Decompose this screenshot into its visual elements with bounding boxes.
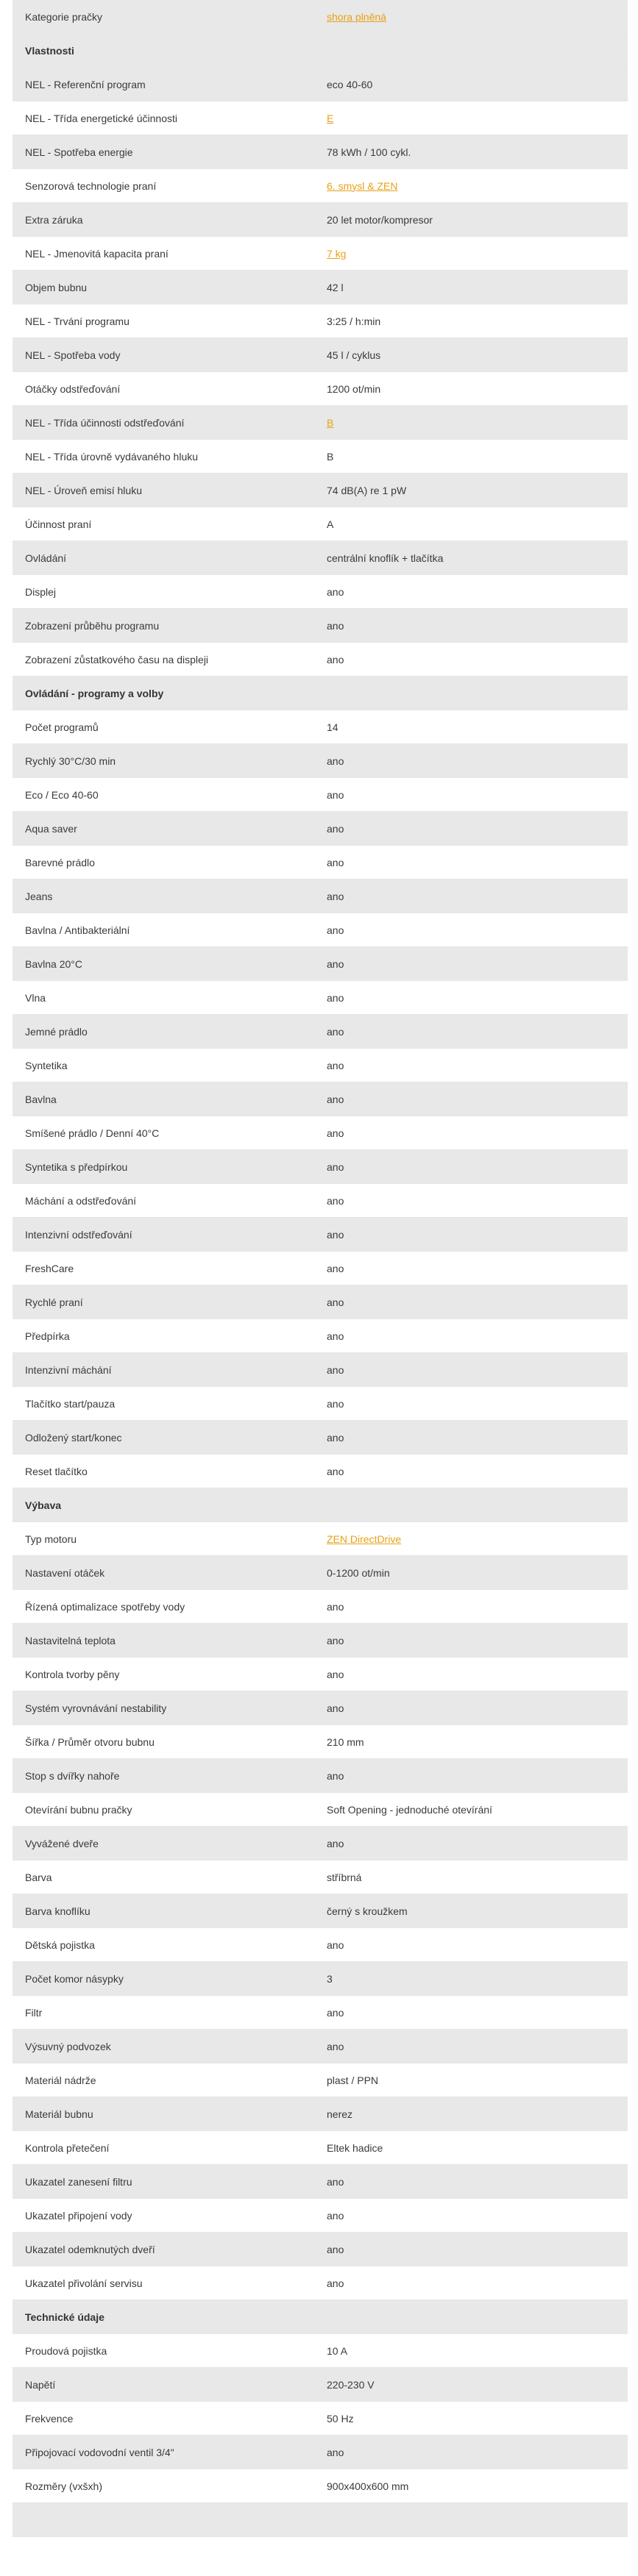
spec-row [13, 1049, 628, 1082]
spec-label: NEL - Trvání programu [25, 315, 130, 327]
spec-row [13, 1353, 628, 1387]
spec-label: NEL - Třída účinnosti odstřeďování [25, 416, 185, 429]
spec-label: Vlna [25, 991, 46, 1004]
spec-value: A [327, 518, 334, 530]
spec-row [13, 1082, 628, 1116]
spec-row [13, 1894, 628, 1928]
spec-label: NEL - Spotřeba energie [25, 146, 133, 158]
section-title: Výbava [25, 1499, 62, 1511]
spec-row [13, 744, 628, 778]
spec-label: Dětská pojistka [25, 1938, 95, 1951]
spec-row [13, 2436, 628, 2469]
spec-row [13, 812, 628, 846]
spec-row [13, 1827, 628, 1860]
spec-row [13, 406, 628, 440]
spec-row [13, 2233, 628, 2266]
spec-label: Kontrola přetečení [25, 2141, 110, 2154]
spec-label: Vyvážené dveře [25, 1837, 99, 1849]
spec-label: Ukazatel zanesení filtru [25, 2175, 132, 2188]
spec-value-link[interactable]: 6. smysl & ZEN [327, 179, 398, 192]
spec-value-link[interactable]: E [327, 112, 334, 124]
spec-label: NEL - Třída energetické účinnosti [25, 112, 177, 124]
spec-row [13, 913, 628, 947]
spec-value: centrální knoflík + tlačítka [327, 552, 444, 564]
section-title: Vlastnosti [25, 44, 74, 57]
spec-row [13, 1996, 628, 2030]
spec-row [13, 135, 628, 169]
spec-label: Frekvence [25, 2412, 74, 2425]
spec-row [13, 169, 628, 203]
spec-label: Řízená optimalizace spotřeby vody [25, 1600, 185, 1613]
spec-value: 3 [327, 1972, 333, 1985]
spec-row [13, 710, 628, 744]
spec-label: Jemné prádlo [25, 1025, 88, 1038]
spec-label: Materiál nádrže [25, 2074, 96, 2086]
spec-value: 20 let motor/kompresor [327, 213, 433, 226]
spec-value: 0-1200 ot/min [327, 1566, 390, 1579]
spec-row [13, 2368, 628, 2402]
spec-value: ano [327, 1600, 344, 1613]
spec-row [13, 2063, 628, 2097]
spec-label: Bavlna [25, 1093, 57, 1105]
spec-value: ano [327, 1059, 344, 1071]
spec-row [13, 1252, 628, 1285]
spec-label: Ukazatel přivolání servisu [25, 2277, 143, 2289]
spec-row [13, 1759, 628, 1793]
spec-row [13, 1962, 628, 1996]
spec-row [13, 372, 628, 406]
spec-value: 220-230 V [327, 2378, 375, 2391]
spec-label: Intenzivní máchání [25, 1363, 112, 1376]
spec-label: Materiál bubnu [25, 2108, 93, 2120]
spec-label: NEL - Jmenovitá kapacita praní [25, 247, 169, 260]
spec-label: Objem bubnu [25, 281, 88, 293]
spec-label: Barva knoflíku [25, 1905, 91, 1917]
spec-row [13, 507, 628, 541]
spec-label: Eco / Eco 40-60 [25, 788, 99, 801]
spec-label: Aqua saver [25, 822, 77, 835]
spec-label: Ukazatel odemknutých dveří [25, 2243, 155, 2255]
spec-value: Soft Opening - jednoduché otevírání [327, 1803, 492, 1816]
spec-row [13, 643, 628, 677]
spec-value: ano [327, 1194, 344, 1207]
spec-row [13, 474, 628, 507]
spec-value: ano [327, 2040, 344, 2052]
spec-row [13, 1184, 628, 1218]
spec-row [13, 1624, 628, 1658]
spec-label: Displej [25, 585, 57, 598]
spec-label: NEL - Třída úrovně vydávaného hluku [25, 450, 199, 463]
spec-row [13, 2469, 628, 2503]
spec-value: ano [327, 957, 344, 970]
spec-row [13, 1928, 628, 1962]
spec-value: ano [327, 856, 344, 868]
spec-value: ano [327, 788, 344, 801]
spec-row [13, 2165, 628, 2199]
spec-value-link[interactable]: shora plněná [327, 10, 386, 23]
spec-row [13, 2402, 628, 2436]
spec-label: Ukazatel připojení vody [25, 2209, 132, 2222]
spec-row [13, 1522, 628, 1556]
spec-row [13, 2097, 628, 2131]
spec-label: Připojovací vodovodní ventil 3/4" [25, 2446, 174, 2458]
spec-label: FreshCare [25, 1262, 74, 1274]
spec-label: Zobrazení zůstatkového času na displeji [25, 653, 209, 666]
spec-row [13, 2266, 628, 2300]
spec-value: Eltek hadice [327, 2141, 383, 2154]
spec-value: ano [327, 2277, 344, 2289]
spec-value: stříbrná [327, 1871, 362, 1883]
spec-row [13, 981, 628, 1015]
spec-row [13, 541, 628, 575]
spec-value: ano [327, 1431, 344, 1444]
spec-value: ano [327, 2243, 344, 2255]
spec-label: Barevné prádlo [25, 856, 95, 868]
spec-label: Máchání a odstřeďování [25, 1194, 137, 1207]
spec-value: ano [327, 2006, 344, 2019]
spec-value: ano [327, 754, 344, 767]
spec-row [13, 1455, 628, 1488]
spec-value: ano [327, 822, 344, 835]
spec-value: 210 mm [327, 1735, 364, 1748]
spec-row [13, 778, 628, 812]
spec-value: ano [327, 619, 344, 632]
spec-value: ano [327, 1668, 344, 1680]
spec-value: B [327, 450, 334, 463]
spec-label: Bavlna 20°C [25, 957, 82, 970]
spec-value: ano [327, 1837, 344, 1849]
spec-row [13, 846, 628, 880]
spec-value: ano [327, 1160, 344, 1173]
spec-label: Jeans [25, 890, 53, 902]
spec-row [13, 1218, 628, 1252]
spec-label: Výsuvný podvozek [25, 2040, 111, 2052]
spec-row [13, 440, 628, 474]
spec-value: ano [327, 1702, 344, 1714]
spec-label: Napětí [25, 2378, 56, 2391]
spec-value: ano [327, 890, 344, 902]
spec-label: Otevírání bubnu pračky [25, 1803, 132, 1816]
spec-label: Nastavení otáček [25, 1566, 105, 1579]
spec-label: Bavlna / Antibakteriální [25, 924, 130, 936]
spec-value: 74 dB(A) re 1 pW [327, 484, 407, 496]
spec-row [13, 338, 628, 372]
spec-row [13, 68, 628, 101]
spec-label: Počet komor násypky [25, 1972, 124, 1985]
spec-row [13, 2131, 628, 2165]
spec-value: plast / PPN [327, 2074, 379, 2086]
spec-row [13, 1150, 628, 1184]
spec-value: 45 l / cyklus [327, 349, 381, 361]
spec-row [13, 1319, 628, 1353]
spec-label: NEL - Spotřeba vody [25, 349, 121, 361]
spec-row [13, 1793, 628, 1827]
spec-row [13, 1015, 628, 1049]
spec-value: ano [327, 1938, 344, 1951]
spec-value: 42 l [327, 281, 344, 293]
spec-label: Systém vyrovnávání nestability [25, 1702, 167, 1714]
spec-value: 50 Hz [327, 2412, 354, 2425]
spec-value: ano [327, 1634, 344, 1646]
spec-value: ano [327, 1093, 344, 1105]
spec-value-link[interactable]: 7 kg [327, 247, 347, 260]
spec-label: Počet programů [25, 721, 99, 733]
spec-label: Otáčky odstřeďování [25, 382, 121, 395]
spec-label: Stop s dvířky nahoře [25, 1769, 120, 1782]
spec-label: Senzorová technologie praní [25, 179, 157, 192]
spec-row [13, 1590, 628, 1624]
spec-value: ano [327, 1127, 344, 1139]
spec-label: Zobrazení průběhu programu [25, 619, 160, 632]
section-header [13, 34, 628, 68]
spec-label: Intenzivní odstřeďování [25, 1228, 132, 1241]
spec-value: 78 kWh / 100 cykl. [327, 146, 411, 158]
spec-value: 3:25 / h:min [327, 315, 381, 327]
spec-value: ano [327, 1330, 344, 1342]
spec-value: ano [327, 1228, 344, 1241]
spec-label: Typ motoru [25, 1533, 77, 1545]
spec-value: nerez [327, 2108, 353, 2120]
spec-label: Nastavitelná teplota [25, 1634, 116, 1646]
spec-value: ano [327, 1363, 344, 1376]
spec-label: Rozměry (vxšxh) [25, 2480, 103, 2492]
spec-value: 10 A [327, 2344, 348, 2357]
spec-row [13, 304, 628, 338]
spec-row [13, 947, 628, 981]
spec-label: Reset tlačítko [25, 1465, 88, 1477]
spec-value: ano [327, 585, 344, 598]
spec-value: ano [327, 2175, 344, 2188]
spec-row [13, 2199, 628, 2233]
spec-label: Předpírka [25, 1330, 70, 1342]
spec-value: ano [327, 1397, 344, 1410]
spec-row [13, 237, 628, 271]
spec-value: ano [327, 653, 344, 666]
spec-label: NEL - Úroveň emisí hluku [25, 484, 142, 496]
spec-label: Šířka / Průměr otvoru bubnu [25, 1735, 155, 1748]
spec-value: ano [327, 1296, 344, 1308]
spec-row [13, 1691, 628, 1725]
spec-row [13, 1860, 628, 1894]
spec-label: Filtr [25, 2006, 43, 2019]
spec-label: Ovládání [25, 552, 67, 564]
spec-row [13, 1285, 628, 1319]
spec-label: Rychlý 30°C/30 min [25, 754, 116, 767]
section-header [13, 677, 628, 710]
spec-row [13, 609, 628, 643]
spec-label: Extra záruka [25, 213, 83, 226]
spec-value: 900x400x600 mm [327, 2480, 409, 2492]
spec-row [13, 1421, 628, 1455]
spec-value: ano [327, 924, 344, 936]
spec-value: ano [327, 1262, 344, 1274]
spec-row [13, 203, 628, 237]
spec-row [13, 575, 628, 609]
spec-row [13, 0, 628, 34]
spec-label: Syntetika [25, 1059, 68, 1071]
section-header [13, 2300, 628, 2334]
spec-value: ano [327, 1465, 344, 1477]
spec-label: Proudová pojistka [25, 2344, 107, 2357]
spec-value: černý s kroužkem [327, 1905, 408, 1917]
spec-row [13, 1556, 628, 1590]
spec-label: Rychlé praní [25, 1296, 83, 1308]
spec-row [13, 2503, 628, 2537]
spec-row [13, 1116, 628, 1150]
section-title: Technické údaje [25, 2311, 104, 2323]
spec-value-link[interactable]: ZEN DirectDrive [327, 1533, 402, 1545]
spec-label: Odložený start/konec [25, 1431, 122, 1444]
section-title: Ovládání - programy a volby [25, 687, 164, 699]
spec-label: Barva [25, 1871, 52, 1883]
spec-label: Syntetika s předpírkou [25, 1160, 128, 1173]
spec-label: Tlačítko start/pauza [25, 1397, 116, 1410]
spec-row [13, 271, 628, 304]
spec-label: Kontrola tvorby pěny [25, 1668, 120, 1680]
spec-row [13, 1725, 628, 1759]
spec-value: ano [327, 991, 344, 1004]
spec-row [13, 101, 628, 135]
spec-value: eco 40-60 [327, 78, 373, 90]
spec-label: NEL - Referenční program [25, 78, 146, 90]
spec-value: ano [327, 1769, 344, 1782]
spec-value: ano [327, 2209, 344, 2222]
spec-value: 14 [327, 721, 339, 733]
spec-label: Kategorie pračky [25, 10, 103, 23]
spec-row [13, 2030, 628, 2063]
spec-row [13, 1658, 628, 1691]
spec-row [13, 1387, 628, 1421]
spec-value: 1200 ot/min [327, 382, 381, 395]
spec-row [13, 880, 628, 913]
spec-value: ano [327, 1025, 344, 1038]
spec-label: Smíšené prádlo / Denní 40°C [25, 1127, 160, 1139]
spec-table [13, 0, 628, 2537]
spec-value: ano [327, 2446, 344, 2458]
section-header [13, 1488, 628, 1522]
spec-row [13, 2334, 628, 2368]
spec-value-link[interactable]: B [327, 416, 334, 429]
spec-label: Účinnost praní [25, 518, 92, 530]
